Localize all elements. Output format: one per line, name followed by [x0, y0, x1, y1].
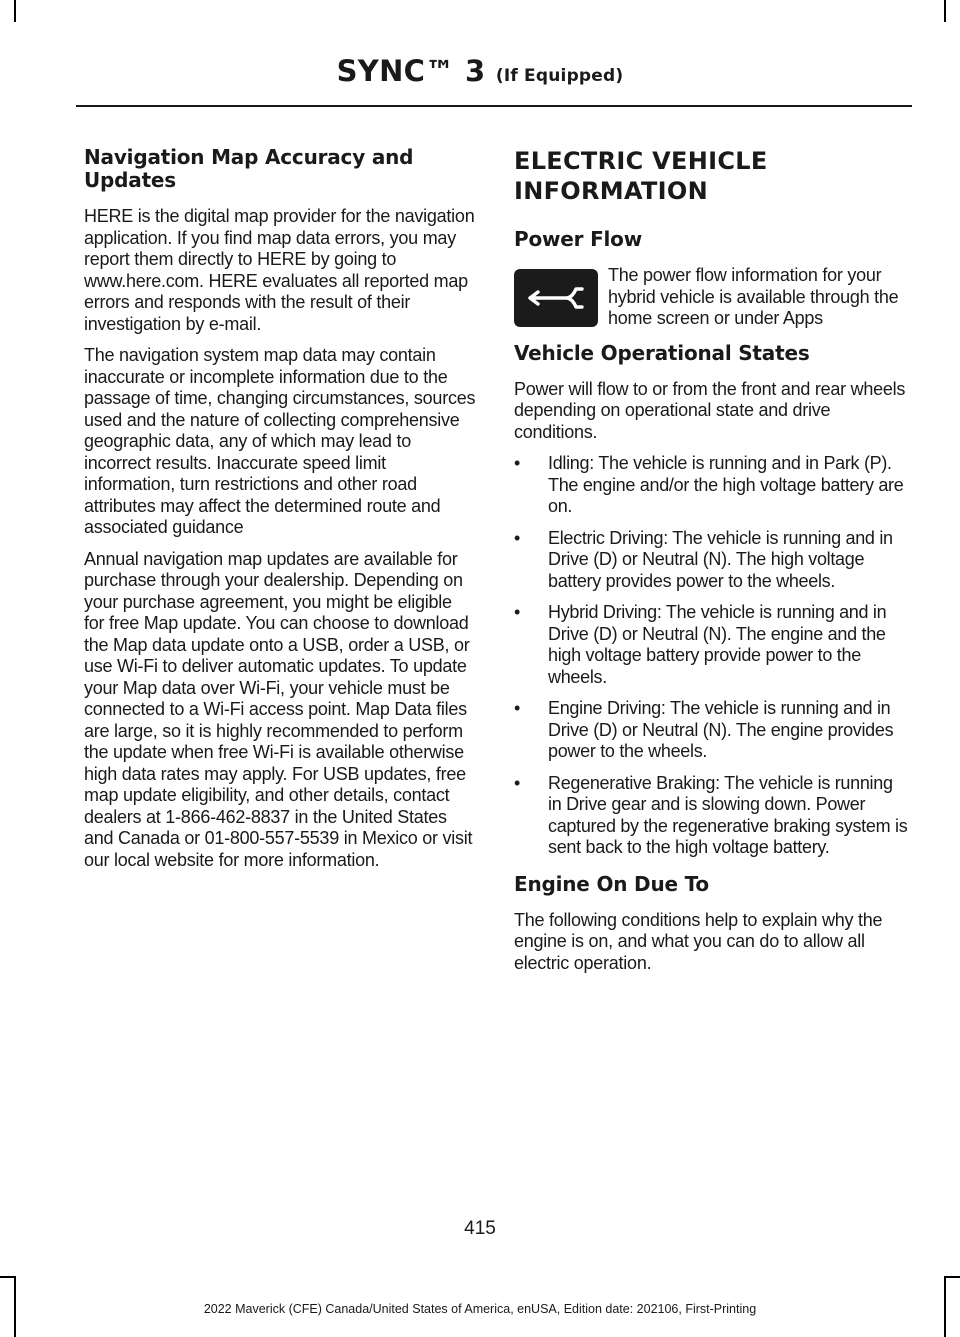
- list-item-text: Idling: The vehicle is running and in Park (P). The engine and/or the high voltage battery are on.: [548, 453, 904, 516]
- header-subtitle: (If Equipped): [495, 66, 624, 86]
- bullet-marker: •: [514, 698, 521, 718]
- header-title: SYNC™ 3: [336, 54, 486, 88]
- right-column: [514, 146, 910, 984]
- list-item: [514, 773, 910, 859]
- operational-states-list: [514, 453, 910, 859]
- page-number: 415: [464, 1218, 496, 1239]
- list-item: [514, 528, 910, 593]
- map-updates-heading: Navigation Map Accuracy and Updates: [84, 145, 414, 192]
- crop-mark-bottom-right-rule: [944, 1276, 960, 1278]
- paragraph-map-accuracy: The navigation system map data may contain inaccurate or incomplete information due to the passage of time, changing circumstances, sources used and the nature of collecting comprehensive geographic data, any of which may lead to incorrect results. Inaccurate speed limit information, turn restrictions and other road attributes may affect the determined route and associated guidance: [84, 345, 476, 537]
- paragraph-annual-updates: Annual navigation map updates are available for purchase through your dealership. Depending on your purchase agreement, you might be eligible for free Map update. You can choose to download the Map data update onto a USB, order a USB, or use Wi-Fi to deliver automatic updates. To update your Map data over Wi-Fi, your vehicle must be connected to a Wi-Fi access point. Map Data files are large, so it is highly recommended to perform the update when free Wi-Fi is available otherwise high data rates may apply. For USB updates, free map update eligibility, and other details, contact dealers at 1-866-462-8837 in the United States and Canada or 01-800-557-5539 in Mexico or visit our local website for more information.: [84, 548, 473, 870]
- section-title: ELECTRIC VEHICLE INFORMATION: [514, 147, 768, 205]
- bullet-marker: •: [514, 602, 521, 622]
- crop-mark-top-left: [14, 0, 16, 22]
- power-flow-icon: [514, 269, 598, 327]
- power-flow-block: [514, 265, 910, 330]
- operational-states-heading: Vehicle Operational States: [514, 340, 810, 365]
- engine-on-text: The following conditions help to explain why the engine is on, and what you can do to allow all electric operation.: [514, 909, 883, 973]
- bullet-marker: •: [514, 453, 521, 473]
- engine-on-heading: Engine On Due To: [514, 871, 709, 896]
- list-item: [514, 453, 910, 518]
- list-item-text: Engine Driving: The vehicle is running and in Drive (D) or Neutral (N). The engine provides power to the wheels.: [548, 698, 894, 761]
- list-item-text: Regenerative Braking: The vehicle is running in Drive gear and is slowing down. Power captured by the regenerative braking system is sent back to the high voltage battery.: [548, 772, 908, 857]
- power-flow-text: The power flow information for your hybrid vehicle is available through the home screen or under Apps: [608, 265, 899, 328]
- crop-mark-bottom-left-rule: [0, 1276, 16, 1278]
- page-header: [0, 54, 960, 88]
- list-item-text: Hybrid Driving: The vehicle is running and in Drive (D) or Neutral (N). The engine and the high voltage battery provide power to the wheels.: [548, 602, 887, 687]
- header-divider: [76, 105, 912, 107]
- power-flow-heading: Power Flow: [514, 227, 643, 251]
- list-item: [514, 602, 910, 688]
- crop-mark-top-right: [944, 0, 946, 22]
- operational-intro: Power will flow to or from the front and rear wheels depending on operational state and drive conditions.: [514, 378, 906, 442]
- list-item-text: Electric Driving: The vehicle is running and in Drive (D) or Neutral (N). The high voltage battery provides power to the wheels.: [548, 527, 893, 591]
- bullet-marker: •: [514, 772, 521, 793]
- left-column: [84, 146, 476, 881]
- footer: 2022 Maverick (CFE) Canada/United States of America, enUSA, Edition date: 202106, First-Printing: [203, 1302, 757, 1316]
- bullet-marker: •: [514, 527, 521, 548]
- paragraph-here-provider: HERE is the digital map provider for the navigation application. If you find map data errors, you may report them directly to HERE by going to www.here.com. HERE evaluates all reported map errors and responds with the result of their investigation by e-mail.: [84, 206, 475, 334]
- list-item: [514, 698, 910, 763]
